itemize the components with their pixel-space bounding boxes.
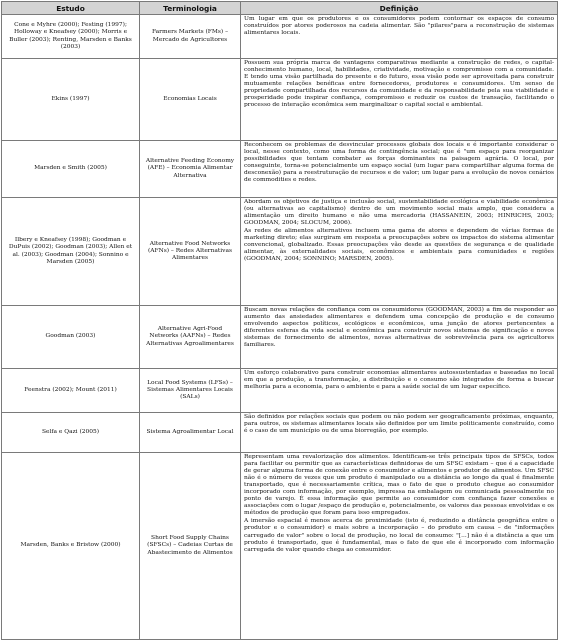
definicao-paragraph: Possuem sua própria marca de vantagens comparativas mediante a construção de redes, o capital-conhecimento humano, local, habilidades, criatividade, motivação e compromisso com a comunidade. E tendo uma visão partilhada do presente e do futuro, essa visão pode ser aproveitada para construir mutuamente relações benéficas entre fornecedores, produtores e consumidores. Um senso de propriedade compartilhada dos recursos da comunidade e da responsabilidade pela sua viabilidade e prosperidade pode inspirar confiança, compromisso e reduzir os custos de transação, facilitando o processo de interação econômica sem marginalizar o capital social e ambiental. [244,60,554,109]
definicao-cell [241,59,558,141]
estudo-cell: Ilbery e Kneafsey (1998); Goodman e DuPuis (2002); Goodman (2003); Allen et al. (2003); Goodman (2004); Sonnino e Marsden (2005) [2,198,140,306]
header-terminologia: Terminologia [140,2,241,15]
definicao-paragraph: Um lugar em que os produtores e os consumidores podem contornar os espaços de consumo construídos por atores poderosos na cadeia alimentar. São "pilares"para a reconstrução de sistemas alimentares locais. [244,16,554,37]
definicao-cell [241,413,558,453]
definicao-paragraph: As redes de alimentos alternativos incluem uma gama de atores e dependem de várias formas de marketing direto; elas surgiram em resposta a preocupações sobre os impactos do sistema alimentar convencional, globalizado. Essas preocupações vão desde as questões de segurança e de qualidade alimentar, às externalidades sociais, econômicos e ambientais para comunidades e regiões (GOODMAN, 2004; SONNINO; MARSDEN, 2005). [244,228,554,263]
header-estudo: Estudo [2,2,140,15]
table-row [2,413,558,453]
terminologia-cell: Alternative Food Networks (AFNs) – Redes Alternativas Alimentares [140,198,241,306]
definicao-cell [241,141,558,198]
terminologia-cell: Farmers Markets (FMs) – Mercado de Agricultores [140,15,241,59]
definicao-paragraph: A imersão espacial é menos acerca de proximidade (isto é, reduzindo a distância geográfica entre o produtor e o consumidor) e mais sobre a incorporação – do produto em causa – de "informações carregado de valor" sobre o local de produção, no local de consumo: "[...] não é a distância a que um produto é transportado, que é fundamental, mas o fato de que ele é incorporado com informação carregada de valor quando chega ao consumidor. [244,518,554,553]
definicao-cell [241,453,558,640]
definicao-paragraph: Reconhecem os problemas de desvincular processos globais dos locais e é importante considerar o local, nesse contexto, como uma forma de contingência social; que é "um espaço para reorganizar possibilidades que tentam combater as forças dominantes na paisagem agrária. O local, por conseguinte, torna-se potencialmente um espaço social (um lugar para compartilhar alguma forma de desconexão) para a reestruturação de recursos e de valor; um lugar para a evolução de novos cenários de commodities e redes. [244,142,554,184]
estudo-cell: Feenstra (2002); Mount (2011) [2,369,140,413]
estudo-cell: Cone e Myhre (2000); Festing (1997); Holloway e Kneafsey (2000); Morris e Buller (2003); Renting, Marsden e Banks (2003) [2,15,140,59]
estudo-cell: Goodman (2003) [2,306,140,369]
studies-table [1,1,558,640]
header-row [2,2,558,15]
terminologia-cell: Local Food Systems (LFSs) – Sistemas Alimentares Locais (SALs) [140,369,241,413]
estudo-cell: Ekins (1997) [2,59,140,141]
table-row [2,198,558,306]
terminologia-cell: Short Food Supply Chains (SFSCs) – Cadeias Curtas de Abastecimento de Alimentos [140,453,241,640]
definicao-paragraph: São definidos por relações sociais que podem ou não podem ser geograficamente próximas, enquanto, para outros, os sistemas alimentares locais são definidos por um limite politicamente construído, como é o caso de um município ou de uma biorregião, por exemplo. [244,414,554,435]
terminologia-cell: Sistema Agroalimentar Local [140,413,241,453]
estudo-cell: Marsden, Banks e Bristow (2000) [2,453,140,640]
definicao-cell [241,198,558,306]
table-row [2,306,558,369]
table-row [2,453,558,640]
definicao-paragraph: Um esforço colaborativo para construir economias alimentares autossustentadas e baseadas no local em que a produção, a transformação, a distribuição e o consumo são integrados de forma a buscar melhoria para a economia, para o ambiente e para a saúde social de um lugar específico. [244,370,554,391]
terminologia-cell: Alternative Agri-Food Networks (AAFNs) – Redes Alternativas Agroalimentares [140,306,241,369]
definicao-paragraph: Representam uma revalorização dos alimentos. Identificam-se três principais tipos de SFSCs, todos para facilitar ou permitir que as características definidoras de um SFSC existam – que é a capacidade de gerar alguma forma de conexão entre o consumidor e alimentos e produtor de alimentos. Um SFSC não é o número de vezes que um produto é manipulado ou a distância ao longo da qual é finalmente transportado, que é necessariamente crítica, mas o fato de que o produto chegue ao consumidor incorporado com informação, por exemplo, impressa na embalagem ou comunicada pessoalmente no ponto de varejo. É essa informação que permite ao consumidor com confiança fazer conexões e associações com o lugar /espaço de produção e, potencialmente, os valores das pessoas envolvidas e os métodos de produção que foram para isso empregados. [244,454,554,517]
definicao-paragraph: Abordam os objetivos de justiça e inclusão social, sustentabilidade ecológica e viabilidade econômica (ou alternativas ao capitalismo) dentro de um movimento social mais amplo, que considera a alimentação um direito humano e não uma mercadoria (HASSANEIN, 2003; HINRICHS, 2003; GOODMAN, 2004; SLOCUM, 2006). [244,199,554,227]
terminologia-cell: Alternative Feeding Economy (AFE) – Economia Alimentar Alternativa [140,141,241,198]
estudo-cell: Selfa e Qazi (2005) [2,413,140,453]
definicao-cell [241,369,558,413]
definicao-cell [241,15,558,59]
definicao-paragraph: Buscam novas relações de confiança com os consumidores (GOODMAN, 2003) a fim de responder ao aumento das ansiedades alimentares e defendem uma concepção de produção e de consumo envolvendo aspectos políticos, ecológicos e econômicos, uma junção de atores pertencentes a diferentes esferas da vida social e econômica para construir novos sistemas de significação e novos sistemas de fornecimento de alimentos, novas alternativas de sobrevivência para os agricultores familiares. [244,307,554,349]
table-row [2,369,558,413]
table-row [2,15,558,59]
table-row [2,59,558,141]
table-row [2,141,558,198]
header-definicao: Definição [241,2,558,15]
definicao-cell [241,306,558,369]
terminologia-cell: Economias Locais [140,59,241,141]
estudo-cell: Marsden e Smith (2005) [2,141,140,198]
